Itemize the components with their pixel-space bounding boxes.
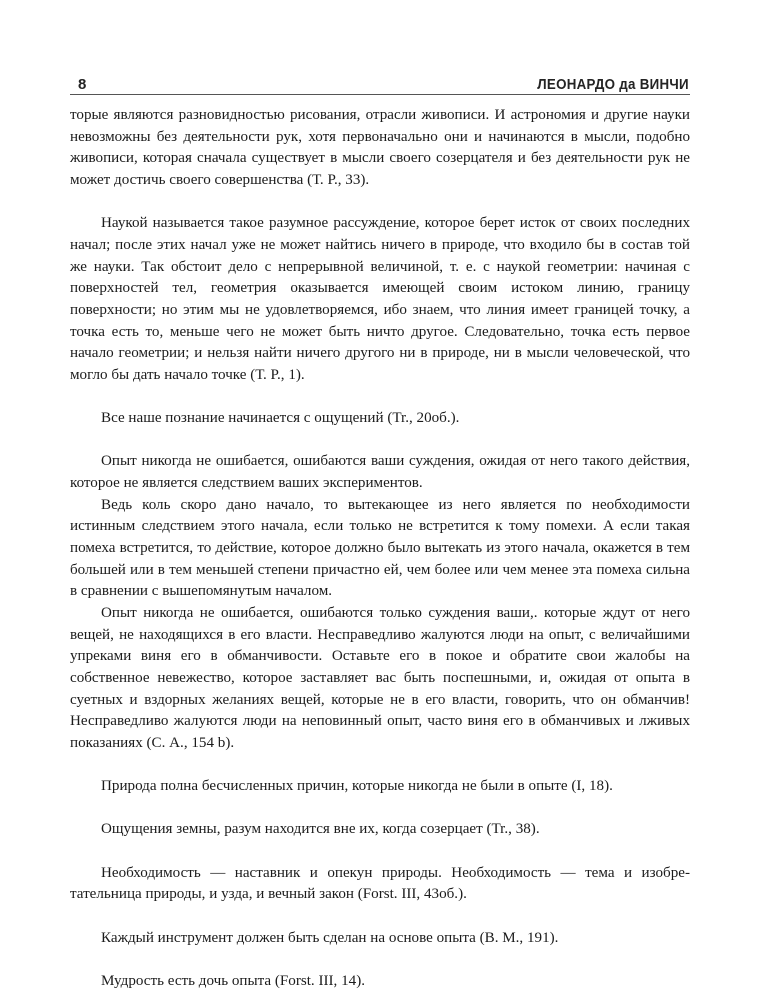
paragraph: Необходимость — наставник и опекун природы. Необходимость — тема и изобретательница природы, и узда, и вечный закон (Forst. III, 43об.).	[70, 864, 690, 903]
paragraph: Ощущения земны, разум находится вне их, когда созерцает (Tr., 38).	[101, 821, 540, 838]
paragraph: Каждый инструмент должен быть сделан на основе опыта (В. М., 191).	[101, 929, 559, 946]
page-number: 8	[78, 76, 87, 93]
paragraph: Наукой называется такое разумное рассуждение, которое берет исток от своих последних начал; после этих начал уже не может найтись ничего в природе, что входило бы в состав той же науки. Так обстоит дело с непрерывной величиной, т. е. с наукой геометрии: начиная с поверхностей тел, геометрия оказывается имеющей своим истоком линию, границу поверхности; но этим мы не удовлетворяемся, ибо знаем, что линия имеет границей точку, а точка есть то, меньше чего не может быть ничто другое. Следовательно, точка есть первое начало геометрии; и нельзя найти ничего другого ни в природе, ни в мысли человеческой, что могло бы дать начало точке (Т. Р., 1).	[70, 215, 690, 383]
running-head	[70, 62, 690, 92]
paragraph: Опыт никогда не ошибается, ошибаются ваши суждения, ожидая от него такого действия, которое не является следствием ваших экспериментов.	[70, 453, 690, 491]
paragraph: Ведь коль скоро дано начало, то вытекающее из него является по необходимости истинным следствием этого начала, если только не встретится к тому помехи. А если такая помеха встретится, то действие, которое должно было вытекать из этого начала, окажется в тем большей или в тем меньшей степени причастно ей, чем более или чем менее эта помеха сильна в сравнении с вышепомянутым началом.	[70, 496, 690, 600]
paragraph: торые являются разновидностью рисования, отрасли живописи. И астрономия и другие науки невозможны без деятельности рук, хотя первоначально они и начинаются в мысли, подобно живописи, которая сначала существует в мысли своего созерцателя и без деятельности рук не может достичь своего совершенства (Т. Р., 33).	[70, 107, 690, 188]
book-title-header: ЛЕОНАРДО да ВИНЧИ	[537, 76, 690, 93]
paragraph: Мудрость есть дочь опыта (Forst. III, 14).	[101, 972, 366, 989]
body-text-block	[70, 105, 690, 992]
paragraph: Опыт никогда не ошибается, ошибаются только суждения ваши,. которые ждут от него вещей, не находящихся в его власти. Несправедливо жалуются люди на опыт, с величайшими упреками виня его в обманчивости. Оставьте его в покое и обратите свои жалобы на собственное невежество, которое заставляет вас быть поспешными, и, ожидая от опыта в суетных и вздорных желаниях вещей, которые не в его власти, говорить, что он обманчив! Несправедливо жалуются люди на неповинный опыт, часто виня его в обманчивых и лживых показаниях (С. А., 154 b).	[70, 604, 690, 751]
header-divider-rule	[70, 94, 690, 95]
paragraph: Природа полна бесчисленных причин, которые никогда не были в опыте (I, 18).	[101, 778, 613, 795]
paragraph: Все наше познание начинается с ощущений (Tr., 20об.).	[101, 410, 460, 427]
